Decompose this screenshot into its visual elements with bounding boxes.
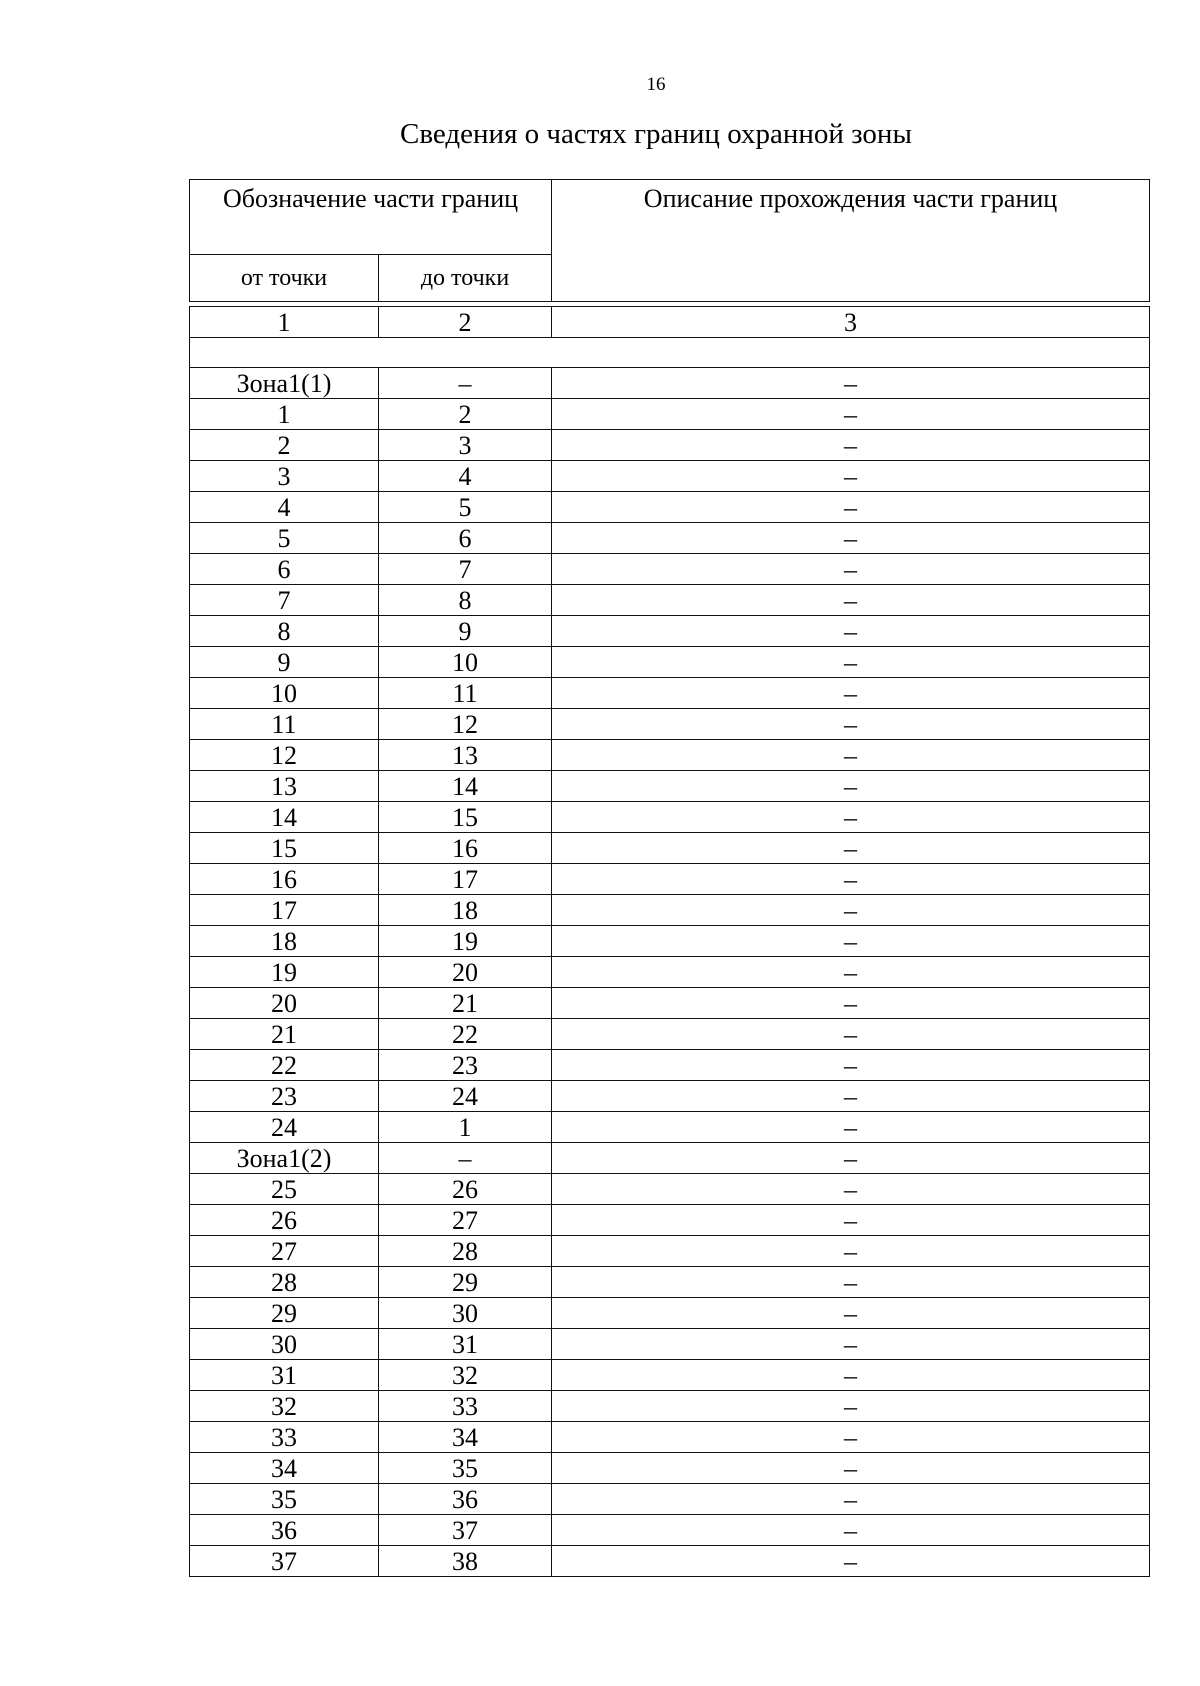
description-cell: – (552, 864, 1150, 895)
column-number: 2 (379, 307, 552, 338)
to-point-cell: 27 (379, 1205, 552, 1236)
description-cell: – (552, 802, 1150, 833)
description-cell: – (552, 1515, 1150, 1546)
to-point-cell: 30 (379, 1298, 552, 1329)
to-point-cell: 20 (379, 957, 552, 988)
blank-row (190, 338, 1150, 368)
from-point-cell: 23 (190, 1081, 379, 1112)
boundary-parts-table-container (189, 179, 1149, 1577)
boundary-parts-table (189, 179, 1150, 1577)
description-cell: – (552, 1546, 1150, 1577)
page-number: 16 (646, 74, 666, 95)
description-cell: – (552, 585, 1150, 616)
table-body (190, 368, 1150, 1577)
to-point-cell: 10 (379, 647, 552, 678)
from-point-cell: 9 (190, 647, 379, 678)
table-row (190, 864, 1150, 895)
from-point-cell: 4 (190, 492, 379, 523)
from-point-cell: 10 (190, 678, 379, 709)
description-cell: – (552, 523, 1150, 554)
to-point-cell: – (379, 368, 552, 399)
to-point-cell: 2 (379, 399, 552, 430)
column-number: 3 (552, 307, 1150, 338)
table-row (190, 585, 1150, 616)
description-cell: – (552, 771, 1150, 802)
from-point-cell: 13 (190, 771, 379, 802)
description-cell: – (552, 1298, 1150, 1329)
table-row (190, 1174, 1150, 1205)
from-point-cell: 14 (190, 802, 379, 833)
to-point-cell: 37 (379, 1515, 552, 1546)
to-point-cell: 23 (379, 1050, 552, 1081)
table-row (190, 1391, 1150, 1422)
table-row (190, 771, 1150, 802)
to-point-cell: 15 (379, 802, 552, 833)
to-point-cell: 1 (379, 1112, 552, 1143)
from-point-cell: 7 (190, 585, 379, 616)
description-cell: – (552, 647, 1150, 678)
table-row (190, 523, 1150, 554)
table-row (190, 1515, 1150, 1546)
description-cell: – (552, 895, 1150, 926)
to-point-cell: 19 (379, 926, 552, 957)
description-cell: – (552, 988, 1150, 1019)
from-point-cell: 12 (190, 740, 379, 771)
document-title: Сведения о частях границ охранной зоны (400, 118, 912, 150)
table-row (190, 1484, 1150, 1515)
table-row (190, 647, 1150, 678)
to-point-cell: 26 (379, 1174, 552, 1205)
table-row (190, 1453, 1150, 1484)
table-row (190, 957, 1150, 988)
to-point-cell: 9 (379, 616, 552, 647)
from-point-cell: 22 (190, 1050, 379, 1081)
from-point-cell: 20 (190, 988, 379, 1019)
description-cell: – (552, 678, 1150, 709)
to-point-cell: 38 (379, 1546, 552, 1577)
from-point-cell: 31 (190, 1360, 379, 1391)
table-row (190, 430, 1150, 461)
table-row (190, 1143, 1150, 1174)
table-row (190, 1546, 1150, 1577)
table-row (190, 1298, 1150, 1329)
to-point-cell: – (379, 1143, 552, 1174)
description-cell: – (552, 1112, 1150, 1143)
description-cell: – (552, 1143, 1150, 1174)
to-point-cell: 4 (379, 461, 552, 492)
to-point-cell: 6 (379, 523, 552, 554)
table-row (190, 1422, 1150, 1453)
from-point-cell: 36 (190, 1515, 379, 1546)
from-point-cell: 25 (190, 1174, 379, 1205)
description-cell: – (552, 740, 1150, 771)
from-point-cell: 28 (190, 1267, 379, 1298)
to-point-cell: 5 (379, 492, 552, 523)
to-point-cell: 29 (379, 1267, 552, 1298)
to-point-cell: 14 (379, 771, 552, 802)
description-cell: – (552, 1174, 1150, 1205)
header-designation: Обозначение части границ (190, 180, 552, 255)
to-point-cell: 35 (379, 1453, 552, 1484)
description-cell: – (552, 399, 1150, 430)
table-row (190, 895, 1150, 926)
description-cell: – (552, 1360, 1150, 1391)
table-row (190, 1081, 1150, 1112)
table-row (190, 1050, 1150, 1081)
to-point-cell: 12 (379, 709, 552, 740)
from-point-cell: 33 (190, 1422, 379, 1453)
from-point-cell: 21 (190, 1019, 379, 1050)
from-point-cell: 6 (190, 554, 379, 585)
from-point-cell: Зона1(1) (190, 368, 379, 399)
to-point-cell: 31 (379, 1329, 552, 1360)
from-point-cell: 29 (190, 1298, 379, 1329)
from-point-cell: 27 (190, 1236, 379, 1267)
description-cell: – (552, 1422, 1150, 1453)
description-cell: – (552, 616, 1150, 647)
to-point-cell: 11 (379, 678, 552, 709)
table-row (190, 1329, 1150, 1360)
to-point-cell: 21 (379, 988, 552, 1019)
description-cell: – (552, 1081, 1150, 1112)
description-cell: – (552, 957, 1150, 988)
description-cell: – (552, 368, 1150, 399)
from-point-cell: 5 (190, 523, 379, 554)
table-row (190, 802, 1150, 833)
table-row (190, 1112, 1150, 1143)
header-from-point: от точки (190, 255, 379, 302)
table-row (190, 368, 1150, 399)
table-row (190, 833, 1150, 864)
table-row (190, 709, 1150, 740)
to-point-cell: 33 (379, 1391, 552, 1422)
from-point-cell: 37 (190, 1546, 379, 1577)
from-point-cell: 17 (190, 895, 379, 926)
table-row (190, 492, 1150, 523)
table-row (190, 399, 1150, 430)
table-row (190, 1236, 1150, 1267)
table-row (190, 988, 1150, 1019)
table-row (190, 1267, 1150, 1298)
description-cell: – (552, 554, 1150, 585)
column-number: 1 (190, 307, 379, 338)
description-cell: – (552, 1391, 1150, 1422)
table-row (190, 1360, 1150, 1391)
to-point-cell: 7 (379, 554, 552, 585)
from-point-cell: 3 (190, 461, 379, 492)
from-point-cell: 34 (190, 1453, 379, 1484)
to-point-cell: 13 (379, 740, 552, 771)
description-cell: – (552, 1236, 1150, 1267)
to-point-cell: 22 (379, 1019, 552, 1050)
to-point-cell: 8 (379, 585, 552, 616)
description-cell: – (552, 430, 1150, 461)
description-cell: – (552, 926, 1150, 957)
to-point-cell: 18 (379, 895, 552, 926)
description-cell: – (552, 492, 1150, 523)
table-row (190, 616, 1150, 647)
table-row (190, 678, 1150, 709)
description-cell: – (552, 1453, 1150, 1484)
table-row (190, 1019, 1150, 1050)
header-to-point: до точки (379, 255, 552, 302)
from-point-cell: 26 (190, 1205, 379, 1236)
from-point-cell: 32 (190, 1391, 379, 1422)
header-description: Описание прохождения части границ (552, 180, 1150, 302)
description-cell: – (552, 833, 1150, 864)
to-point-cell: 16 (379, 833, 552, 864)
from-point-cell: 1 (190, 399, 379, 430)
from-point-cell: 18 (190, 926, 379, 957)
to-point-cell: 32 (379, 1360, 552, 1391)
to-point-cell: 36 (379, 1484, 552, 1515)
from-point-cell: 15 (190, 833, 379, 864)
to-point-cell: 24 (379, 1081, 552, 1112)
description-cell: – (552, 1484, 1150, 1515)
description-cell: – (552, 1329, 1150, 1360)
from-point-cell: 8 (190, 616, 379, 647)
from-point-cell: 11 (190, 709, 379, 740)
description-cell: – (552, 461, 1150, 492)
from-point-cell: 2 (190, 430, 379, 461)
table-row (190, 740, 1150, 771)
table-row (190, 926, 1150, 957)
to-point-cell: 3 (379, 430, 552, 461)
table-row (190, 1205, 1150, 1236)
description-cell: – (552, 1267, 1150, 1298)
from-point-cell: 24 (190, 1112, 379, 1143)
from-point-cell: 35 (190, 1484, 379, 1515)
from-point-cell: 19 (190, 957, 379, 988)
to-point-cell: 17 (379, 864, 552, 895)
table-row (190, 461, 1150, 492)
description-cell: – (552, 1205, 1150, 1236)
from-point-cell: 16 (190, 864, 379, 895)
description-cell: – (552, 709, 1150, 740)
to-point-cell: 34 (379, 1422, 552, 1453)
table-row (190, 554, 1150, 585)
to-point-cell: 28 (379, 1236, 552, 1267)
description-cell: – (552, 1019, 1150, 1050)
from-point-cell: 30 (190, 1329, 379, 1360)
description-cell: – (552, 1050, 1150, 1081)
from-point-cell: Зона1(2) (190, 1143, 379, 1174)
